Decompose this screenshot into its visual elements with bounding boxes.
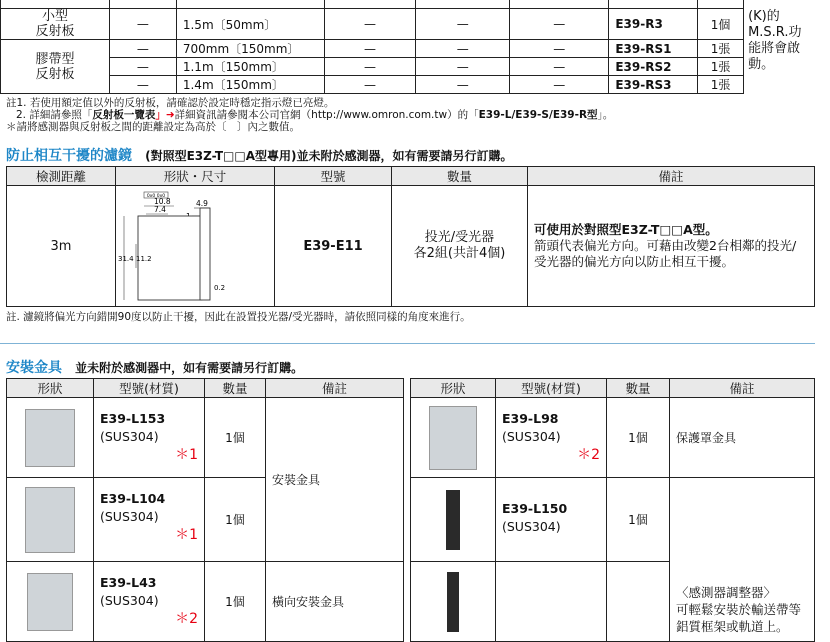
- table-row: E39-L43 (SUS304) ＊2 1個 橫向安裝金具: [7, 562, 404, 642]
- bracket-photo: [447, 572, 459, 632]
- bracket-section-heading: [6, 357, 303, 377]
- bracket-section-subtitle: 並未附於感測器中，如有需要請另行訂購。: [75, 361, 304, 375]
- table-row: — 1.4m〔150mm〕 — — — E39-RS3 1張: [1, 76, 816, 94]
- svg-text:4.9: 4.9: [196, 199, 208, 208]
- notes: 註1. 若使用額定值以外的反射板，請確認於設定時穩定指示燈已亮燈。 2. 詳細請參照「反射板一覽表」➜詳細資訊請參閱本公司官網（http://www.omron.com.tw）的「E39-L/E39-S/E39-R型」。 ＊請將感測器與反射板之間的距離設定為高於〔 〕內之數值。: [6, 97, 614, 133]
- table-row: E39-L153 (SUS304) ＊1 1個 安裝金具: [7, 398, 404, 478]
- svg-text:7.4: 7.4: [154, 205, 166, 214]
- table-row: E39-L98 (SUS304) ＊2 1個 保護罩金具: [411, 398, 815, 478]
- filter-section-title: 防止相互干擾的濾鏡: [6, 148, 132, 164]
- filter-footnote: 註. 濾鏡將偏光方向錯開90度以防止干擾，因此在設置投光器/受光器時，請依照同樣的角度來進行。: [6, 311, 471, 323]
- reflector-remark: (K)的 M.S.R.功 能將會啟 動。: [748, 8, 802, 72]
- bracket-photo: [25, 409, 75, 467]
- cut-row-cell: [1, 0, 110, 9]
- divider: [0, 343, 815, 344]
- svg-text:0.2: 0.2: [214, 284, 226, 292]
- filter-remark: 可使用於對照型E3Z-T□□A型。 箭頭代表偏光方向。可藉由改變2台相鄰的投光/受光器的偏光方向以防止相互干擾。: [528, 186, 815, 307]
- bracket-photo: [25, 487, 75, 553]
- reflector-table: [0, 0, 815, 94]
- bracket-table-right: 形狀 型號(材質) 數量 備註 E39-L98 (SUS304) ＊2 1個 保護罩金具 E39-L150 (SUS304) 1個 〈感測器調整器〉 可輕鬆安裝於輸送帶等鋁質框架或軌道上。: [410, 378, 815, 642]
- filter-section-heading: [6, 145, 512, 165]
- table-row: — 1.1m〔150mm〕 — — — E39-RS2 1張: [1, 58, 816, 76]
- bracket-table-left: 形狀 型號(材質) 數量 備註 E39-L153 (SUS304) ＊1 1個 安裝金具 E39-L104 (SUS304) ＊1 1個 E39-L43 (SUS304) ＊2 1個 橫向安裝金具: [6, 378, 404, 642]
- table-row: E39-L104 (SUS304) ＊1 1個: [7, 478, 404, 562]
- table-row: 3m 0x0 0x0 10.8 7.4 4.9 31.4 11.2 0.2 E39-E11 投光/受光器 各2組(共計4個) 可使用於對照型E3Z-T□□A型。 箭頭代表偏光方向。可藉由改變2台相鄰的投光/受光器的偏光方向以防止相互干擾。: [7, 186, 815, 307]
- adjuster-remark: 〈感測器調整器〉 可輕鬆安裝於輸送帶等鋁質框架或軌道上。: [670, 478, 815, 642]
- filter-table: 檢測距離 形狀・尺寸 型號 數量 備註 3m 0x0 0x0 10.8 7.4 4.9 31.4 11.2 0.2 E39-E11 投光/受光器 各2組(共計4個) 可使用於對照型E3Z-T□□A型。 箭頭代表偏光方向。可藉由改變2台相鄰的投光/受光器的偏光方向以防止相互干擾。: [6, 166, 815, 307]
- svg-text:10.8: 10.8: [154, 197, 171, 206]
- svg-text:0x0 0x0: 0x0 0x0: [146, 194, 166, 199]
- filter-section-subtitle: (對照型E3Z-T□□A型專用)並未附於感測器，如有需要請另行訂購。: [145, 149, 513, 163]
- filter-diagram: [116, 186, 262, 306]
- svg-text:11.2: 11.2: [136, 255, 152, 263]
- table-row: E39-L150 (SUS304) 1個 〈感測器調整器〉 可輕鬆安裝於輸送帶等鋁質框架或軌道上。: [411, 478, 815, 562]
- bracket-section-title: 安裝金具: [6, 360, 62, 376]
- bracket-photo: [429, 406, 477, 470]
- svg-text:31.4: 31.4: [118, 255, 134, 263]
- bracket-photo: [446, 490, 460, 550]
- table-row: 膠帶型 反射板 — 700mm〔150mm〕 — — — E39-RS1 1張: [1, 40, 816, 58]
- table-row: 小型 反射板 — 1.5m〔50mm〕 — — — E39-R3 1個 (K)的 M.S.R.功 能將會啟 動。: [1, 9, 816, 40]
- filter-dimension-drawing: [116, 186, 275, 307]
- bracket-photo: [27, 573, 73, 631]
